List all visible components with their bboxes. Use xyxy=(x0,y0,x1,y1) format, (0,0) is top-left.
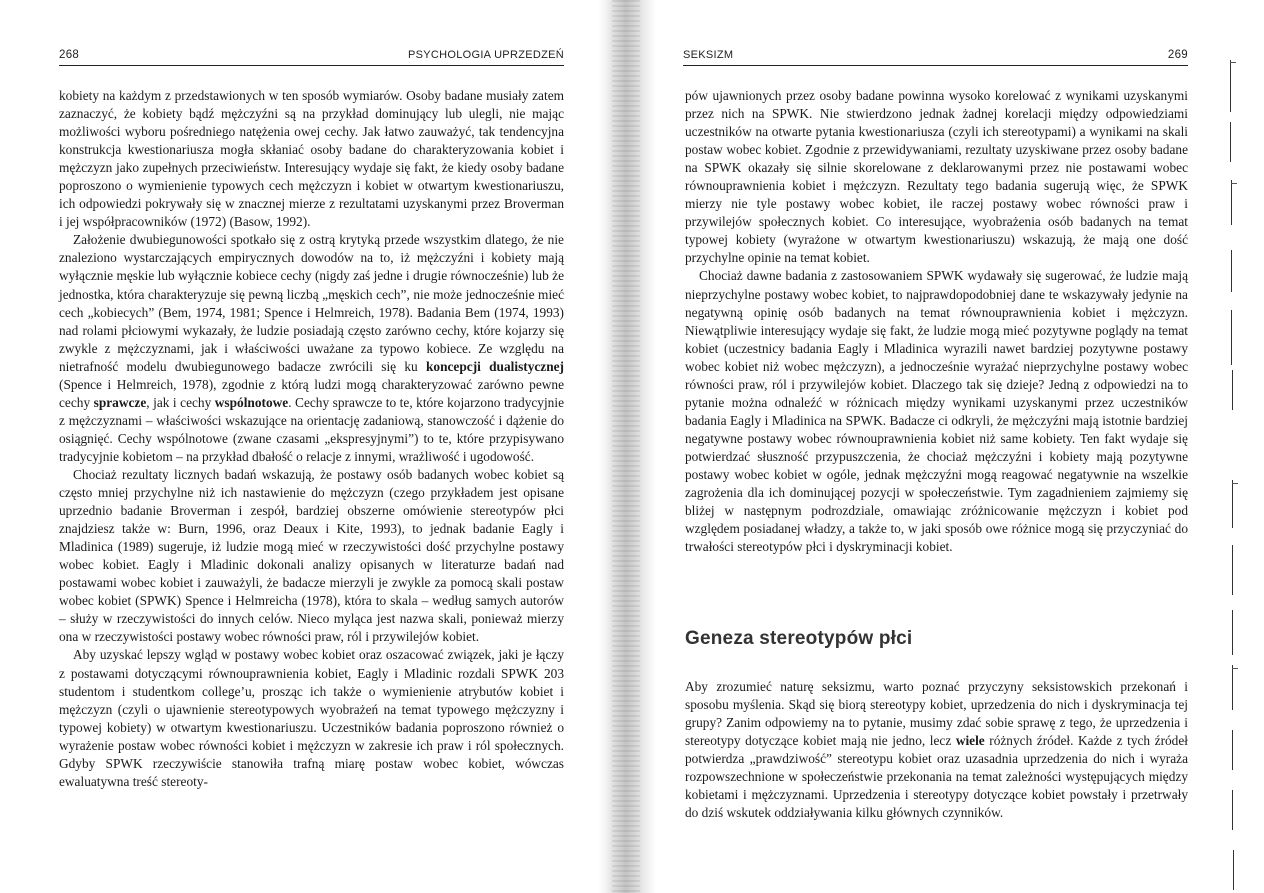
bold-term: koncepcji dualistycznej xyxy=(426,358,565,374)
text-segment: Aby zrozumieć naturę seksizmu, warto poznać przyczyny seksistowskich przekonań i sposobu myślenia. Skąd się biorą stereotypy kobiet, uprzedzenia do nich i dyskryminacja tej grupy? Zanim odpowiemy na to pytanie, musimy zdać sobie sprawę z tego, że uprzedzenia i stereotypy dotyczące kobiet mają nie jedno, lecz xyxy=(685,679,1188,749)
left-page-number: 268 xyxy=(59,49,80,61)
right-running-title: SEKSIZM xyxy=(683,49,734,61)
right-body-text-bottom xyxy=(685,678,1188,822)
text-segment: pów ujawnionych przez osoby badane powinna wysoko korelować z wynikami uzyskanymi przez nich na SPWK. Nie stwierdzono jednak żadnej korelacji między odpowiedziami uczestników na otwarte pytania kwestionariusza (czyli ich stereotypami) a wynikami na skali postaw wobec kobiet. Zgodnie z przewidywaniami, rezultaty uzyskiwane przez osoby badane na SPWK okazały się silnie skorelowane z deklarowanymi przez nie postawami wobec równouprawnienia kobiet i mężczyzn. Rezultaty tego badania sugerują więc, że SPWK mierzy nie tyle postawy wobec kobiet, ile raczej postawy wobec równości praw i przywilejów społecznych kobiet. Co interesujące, wyobrażenia osób badanych na temat typowej kobiety (wyrażone w otwartym kwestionariuszu) wskazują, że mają one dość przychylne opinie na temat kobiet. xyxy=(685,88,1188,266)
paragraph xyxy=(685,678,1188,822)
bold-term: wspólnotowe xyxy=(214,394,289,410)
right-page-number: 269 xyxy=(1167,49,1188,61)
text-segment: , jak i cechy xyxy=(146,394,215,410)
paragraph xyxy=(59,646,564,790)
left-page xyxy=(0,0,600,893)
text-segment: Założenie dwubiegunowości spotkało się z ostrą krytyką przede wszystkim dlatego, że nie znaleziono wystarczających empirycznych dowodów na to, iż mężczyźni i kobiety mają wyłącznie męskie lub wyłącznie kobiece cechy (nigdy zaś jedne i drugie równocześnie) lub że jednostka, która charakteryzuje się pewną liczbą „męskich cech”, nie może jednocześnie mieć cech „kobiecych” (Bem, 1974, 1981; Spence i Helmreich, 1978). Badania Bem (1974, 1993) nad rolami płciowymi wykazały, że ludzie posiadają często zarówno cechy, które kojarzy się zwykle z mężczyznami, jak i właściwości uważane za typowo kobiece. Ze względu na nietrafność modelu dwubiegunowego badacze zwrócili się ku xyxy=(59,232,564,374)
bold-term: sprawcze xyxy=(93,394,147,410)
paragraph xyxy=(59,87,564,231)
text-segment: Chociaż dawne badania z zastosowaniem SPWK wydawały się sugerować, że ludzie mają nieprzychylne postawy wobec kobiet, to najprawdopodobniej dane te wskazywały jedynie na negatywną opinię osób badanych na temat równouprawnienia kobiet i mężczyzn. Niewątpliwie interesujący wydaje się fakt, że ludzie mogą mieć pozytywne poglądy na temat kobiet (uczestnicy badania Eagly i Mladinica wyrazili nawet bardziej pozytywne postawy wobec kobiet niż wobec mężczyzn), a jednocześnie wyrażać nieprzychylne postawy wobec równości praw, ról i przywilejów kobiet. Dlaczego tak się dzieje? Jedną z odpowiedzi na to pytanie można odnaleźć w różnicach między wynikami uzyskanymi przez uczestników badania Eagly i Mladinica na SPWK. Badacze ci odkryli, że mężczyźni mają istotnie bardziej negatywne postawy wobec równouprawnienia kobiet niż same kobiety. Ten fakt wydaje się potwierdzać słuszność przypuszczenia, że chociaż mężczyźni i kobiety mają pozytywne postawy wobec kobiet w ogóle, jednak mężczyźni mogą reagować negatywnie na wszelkie zagrożenia dla ich dominującej pozycji w społeczeństwie. Tym zagadnieniem zajmiemy się bliżej w następnym podrozdziale, omawiając zróżnicowanie mężczyzn i kobiet pod względem posiadanej władzy, a także to, w jaki sposób owe różnice mogą się przyczyniać do trwałości stereotypów płci i dyskryminacji kobiet. xyxy=(685,268,1188,555)
paragraph xyxy=(59,231,564,466)
left-header-rule xyxy=(59,65,564,66)
left-body-text xyxy=(59,87,564,791)
scan-edge-marks xyxy=(1230,0,1264,893)
right-body-text-top xyxy=(685,87,1188,556)
right-header-rule xyxy=(683,65,1188,66)
section-heading: Geneza stereotypów płci xyxy=(685,628,913,649)
text-segment: . Cechy sprawcze to te, które kojarzono tradycyjnie z mężczyznami – właściwości wskazujące na orientację zadaniową, stanowczość i dążenie do osiągnięć. Cechy wspólnotowe (zwane czasami „ekspresyjnymi”) to te, które przypisywano tradycyjnie kobietom – na przykład dbałość o relacje z innymi, wrażliwość i ugodowość. xyxy=(59,394,564,464)
paragraph xyxy=(685,87,1188,267)
right-running-head xyxy=(683,49,1188,65)
paragraph xyxy=(685,267,1188,556)
text-segment: Chociaż rezultaty licznych badań wskazują, że postawy osób badanych wobec kobiet są często mniej przychylne niż ich nastawienie do mężczyzn (czego przykładem jest opisane uprzednio badanie Broverman i zespół, bardziej obszerne omówienie stereotypów płci znajdziesz także w: Burn, 1996, oraz Deaux i Kite, 1993), to jednak badanie Eagly i Mladinica (1989) sugeruje, iż ludzie mogą mieć w rzeczywistości dość przychylne postawy wobec kobiet. Eagly i Mladinic dokonali analizy opisanych w literaturze badań nad postawami wobec kobiet i zauważyli, że badacze mierzyli je zwykle za pomocą skali postaw wobec kobiet (SPWK) Spence i Helmreicha (1978), która to skala – według samych autorów – służy w rzeczywistości do innych celów. Nieco myląca jest nazwa skali, ponieważ mierzy ona w rzeczywistości postawy wobec równości praw, ról i przywilejów kobiet. xyxy=(59,466,564,645)
text-segment: kobiety na każdym z przedstawionych w ten sposób wymiarów. Osoby badane musiały zatem zaznaczyć, że kobiety bądź mężczyźni są na przykład dominujący lub ulegli, nie mając możliwości wyboru pośredniego natężenia owej cechy. Jak łatwo zauważyć, tak tendencyjna konstrukcja kwestionariusza mogła skłaniać osoby badane do charakteryzowania kobiet i mężczyzn jako zupełnych przeciwieństw. Interesujący wydaje się fakt, że kiedy osoby badane poproszono o wymienienie typowych cech mężczyzn i kobiet w otwartym kwestionariuszu, ich odpowiedzi pokrywały się w znacznej mierze z rezultatami uzyskanymi przez Broverman i jej współpracowników (1972) (Basow, 1992). xyxy=(59,88,564,230)
gutter-shadow xyxy=(612,0,640,893)
right-page xyxy=(656,0,1264,893)
bold-term: wiele xyxy=(955,733,985,749)
text-segment: różnych źródeł. Każde z tych źródeł potwierdza „prawdziwość” stereotypu kobiet oraz uzasadnia uprzedzenia do nich i wyraża rozpowszechnione w społeczeństwie przekonania na temat zależności występujących między kobietami i mężczyznami. Uprzedzenia i stereotypy dotyczące kobiet powstały i przetrwały do dziś wskutek oddziaływania kilku głównych czynników. xyxy=(685,733,1188,821)
paragraph xyxy=(59,466,564,646)
left-running-head xyxy=(59,49,564,65)
text-segment: (Spence i Helmreich, 1978), zgodnie z którą ludzi mogą charakteryzować zarówno pewne cechy xyxy=(59,376,564,410)
left-running-title: PSYCHOLOGIA UPRZEDZEŃ xyxy=(407,49,564,61)
text-segment: Aby uzyskać lepszy wgląd w postawy wobec kobiet oraz oszacować związek, jaki je łączy z postawami dotyczącymi równouprawnienia kobiet, Eagly i Mladinic rozdali SPWK 203 studentom i studentkom college’u, prosząc ich także o wymienienie atrybutów kobiet i mężczyzn (czyli o ujawnienie stereotypowych wyobrażeń na temat typowego mężczyzny i typowej kobiety) w otwartym kwestionariuszu. Uczestników badania poproszono również o wyrażenie postaw wobec równości kobiet i mężczyzn w zakresie ich praw i ról społecznych. Gdyby SPWK rzeczywiście stanowiła trafną miarę postaw wobec kobiet, wówczas ewaluatywna treść stereoty- xyxy=(59,647,564,789)
